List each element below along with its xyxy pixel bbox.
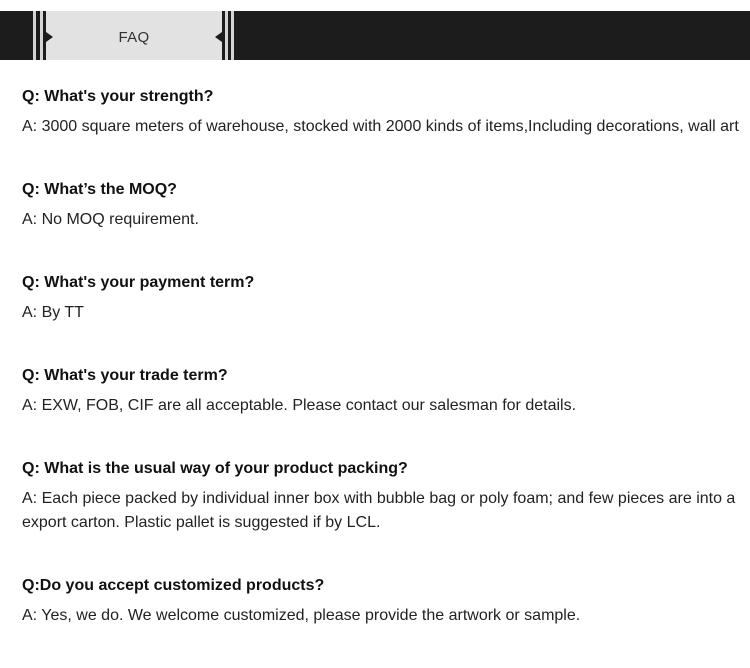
faq-answer: A: Yes, we do. We welcome customized, please provide the artwork or sample. [22, 607, 581, 624]
faq-tab [46, 11, 222, 60]
faq-answer: A: 3000 square meters of warehouse, stocked with 2000 kinds of items,Including decorations, wall art [22, 118, 739, 135]
faq-question: Q:Do you accept customized products? [22, 577, 325, 594]
faq-answer: A: By TT [22, 304, 84, 321]
faq-item [22, 365, 744, 458]
faq-question: Q: What's your trade term? [22, 367, 228, 384]
arrow-left-icon [215, 32, 222, 42]
faq-item [22, 272, 744, 365]
header-divider-stripe [40, 11, 43, 60]
section-header-bar [0, 11, 750, 60]
faq-question: Q: What is the usual way of your product packing? [22, 460, 408, 477]
header-divider-stripe [231, 11, 234, 60]
faq-tab-label: FAQ [118, 29, 150, 46]
faq-item [22, 575, 744, 668]
faq-answer: A: No MOQ requirement. [22, 211, 199, 228]
header-divider-stripe [225, 11, 228, 60]
faq-item [22, 458, 744, 575]
faq-item [22, 179, 744, 272]
faq-question: Q: What's your strength? [22, 88, 214, 105]
faq-question: Q: What's your payment term? [22, 274, 255, 291]
faq-answer: A: Each piece packed by individual inner box with bubble bag or poly foam; and few pieces are into a export carton. Plastic pallet is suggested if by LCL. [22, 490, 736, 531]
faq-question: Q: What’s the MOQ? [22, 181, 177, 198]
header-divider-stripe [33, 11, 36, 60]
faq-list [22, 86, 744, 668]
faq-item [22, 86, 744, 179]
faq-answer: A: EXW, FOB, CIF are all acceptable. Please contact our salesman for details. [22, 397, 577, 414]
